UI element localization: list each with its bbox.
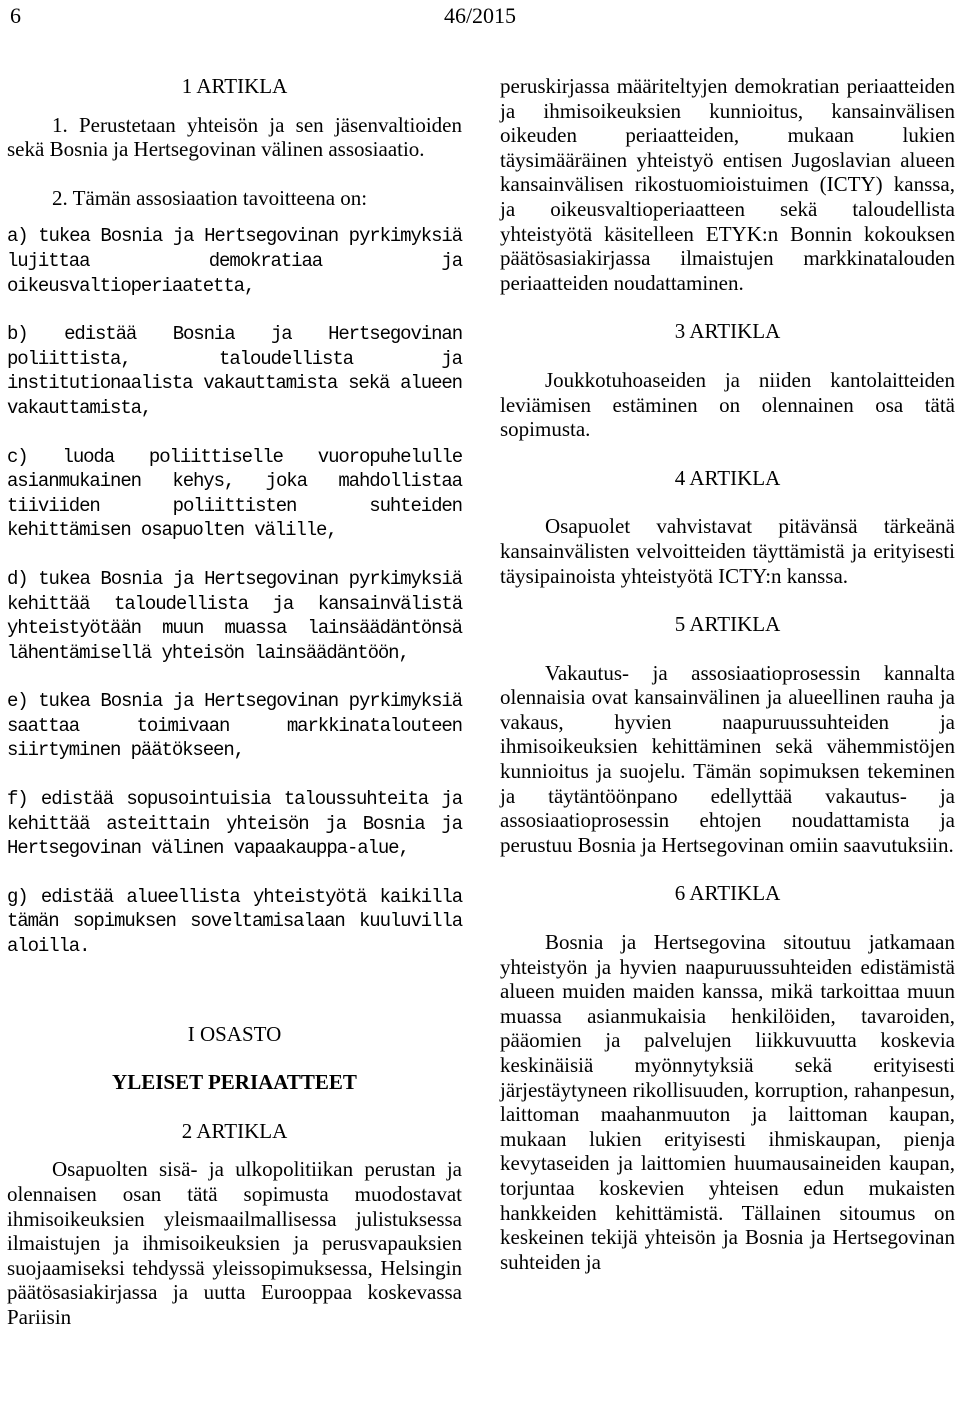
article-5-heading: 5 ARTIKLA xyxy=(674,612,781,637)
article-4-text: Osapuolet vahvistavat pitävänsä tärkeänä kansainvälisten velvoitteiden täyttämistä ja erityisesti täysipainoista yhteistyötä ICTY:n kanssa. xyxy=(500,514,955,588)
article-6-heading: 6 ARTIKLA xyxy=(674,881,781,906)
article-6-text: Bosnia ja Hertsegovina sitoutuu jatkamaan yhteistyön ja hyvien naapuruussuhteiden edistämistä alueen muiden maiden kanssa, mikä tarkoittaa muun muassa asianmukaisia henkilöiden, tavaroiden, pääomien ja palvelujen liikkuvuutta koskevia keskinäisiä myönnytyksiä sekä erityisesti järjestäytyneen rikollisuuden, korruption, rahanpesun, laittoman maahanmuuton ja laittoman kaupan, mukaan lukien erityisesti ihmiskaupan, pienja kevytaseiden ja laittomien huumausaineiden kaupan, torjuntaa koskevien yhteisen edun mukaisten hankkeiden kehittämistä. Tällainen sitoumus on keskeinen tekijä yhteisön ja Bosnia ja Hertsegovinan suhteiden ja xyxy=(500,930,955,1274)
article-1-paragraph-1: 1. Perustetaan yhteisön ja sen jäsenvaltioiden sekä Bosnia ja Hertsegovinan välinen assosiaatio. xyxy=(7,112,462,162)
objective-item-c: c) luoda poliittiselle vuoropuhelulle asianmukainen kehys, joka mahdollistaa tiiviiden poliittisten suhteiden kehittämisen osapuolten välille, xyxy=(7,445,462,542)
article-1-paragraph-2: 2. Tämän assosiaation tavoitteena on: xyxy=(52,185,368,210)
article-2-heading: 2 ARTIKLA xyxy=(181,1118,288,1143)
right-column xyxy=(500,74,955,1274)
page-header xyxy=(10,4,950,32)
article-1-heading: 1 ARTIKLA xyxy=(181,74,288,98)
section-title: YLEISET PERIAATTEET xyxy=(112,1070,357,1095)
objective-item-a: a) tukea Bosnia ja Hertsegovinan pyrkimyksiä lujittaa demokratiaa ja oikeusvaltioperiaatetta, xyxy=(7,225,462,297)
article-3-text: Joukkotuhoaseiden ja niiden kantolaitteiden leviämisen estäminen on olennainen osa tätä sopimusta. xyxy=(500,367,955,442)
article-3-heading: 3 ARTIKLA xyxy=(674,319,781,344)
objective-item-g: g) edistää alueellista yhteistyötä kaikilla tämän sopimuksen soveltamisalaan kuuluvilla aloilla. xyxy=(7,885,462,958)
article-2-text: Osapuolten sisä- ja ulkopolitiikan perustan ja olennaisen osan tätä sopimusta muodostavat ihmisoikeuksien yleismaailmallisessa julistuksessa ilmaistujen ja ihmisoikeuksien ja perusvapauksien suojaamiseksi tehdyssä yleissopimuksessa, Helsingin päätösasiakirjassa ja uutta Eurooppaa koskevassa Pariisin xyxy=(7,1157,462,1329)
objective-item-e: e) tukea Bosnia ja Hertsegovinan pyrkimyksiä saattaa toimivaan markkinatalouteen siirtyminen päätökseen, xyxy=(7,690,462,762)
objective-item-d: d) tukea Bosnia ja Hertsegovinan pyrkimyksiä kehittää taloudellista ja kansainvälistä yhteistyötään muun muassa lainsäädäntönsä lähentämisellä yhteisön lainsäädäntöön, xyxy=(7,567,462,664)
journal-number: 46/2015 xyxy=(443,3,517,28)
article-5-text: Vakautus- ja assosiaatioprosessin kannalta olennaisia ovat kansainvälinen ja alueellinen rauha ja vakaus, hyvien naapuruussuhteiden ja ihmisoikeuksien kehittäminen sekä vähemmistöjen kunnioitus ja suojelu. Tämän sopimuksen tekeminen ja täytäntöönpano edellyttää vakautus- ja assosiaatioprosessin ehtojen noudattamista ja perustuu Bosnia ja Hertsegovinan omiin saavutuksiin. xyxy=(500,660,955,857)
objective-item-f: f) edistää sopusointuisia taloussuhteita ja kehittää asteittain yhteisön ja Bosnia ja Hertsegovinan välinen vapaakauppa-alue, xyxy=(7,788,462,860)
objective-item-b: b) edistää Bosnia ja Hertsegovinan poliittista, taloudellista ja institutionaalista vakauttamista sekä alueen vakauttamista, xyxy=(7,323,462,419)
page-number: 6 xyxy=(10,3,21,28)
left-column xyxy=(7,74,462,1330)
section-heading: I OSASTO xyxy=(187,1021,282,1046)
article-2-continuation: peruskirjassa määriteltyjen demokratian periaatteiden ja ihmisoikeuksien kunnioitus, kansainvälisen oikeuden periaatteiden, mukaan lukien täysimääräinen yhteistyö entisen Jugoslavian alueen kansainvälisen rikostuomioistuimen (ICTY) kanssa, ja oikeusvaltioperiaatteen sekä taloudellista yhteistyötä käsitelleen ETYK:n Bonnin kokouksen päätösasiakirjassa ilmaistujen markkinatalouden periaatteiden noudattaminen. xyxy=(500,74,955,295)
article-4-heading: 4 ARTIKLA xyxy=(674,465,781,490)
